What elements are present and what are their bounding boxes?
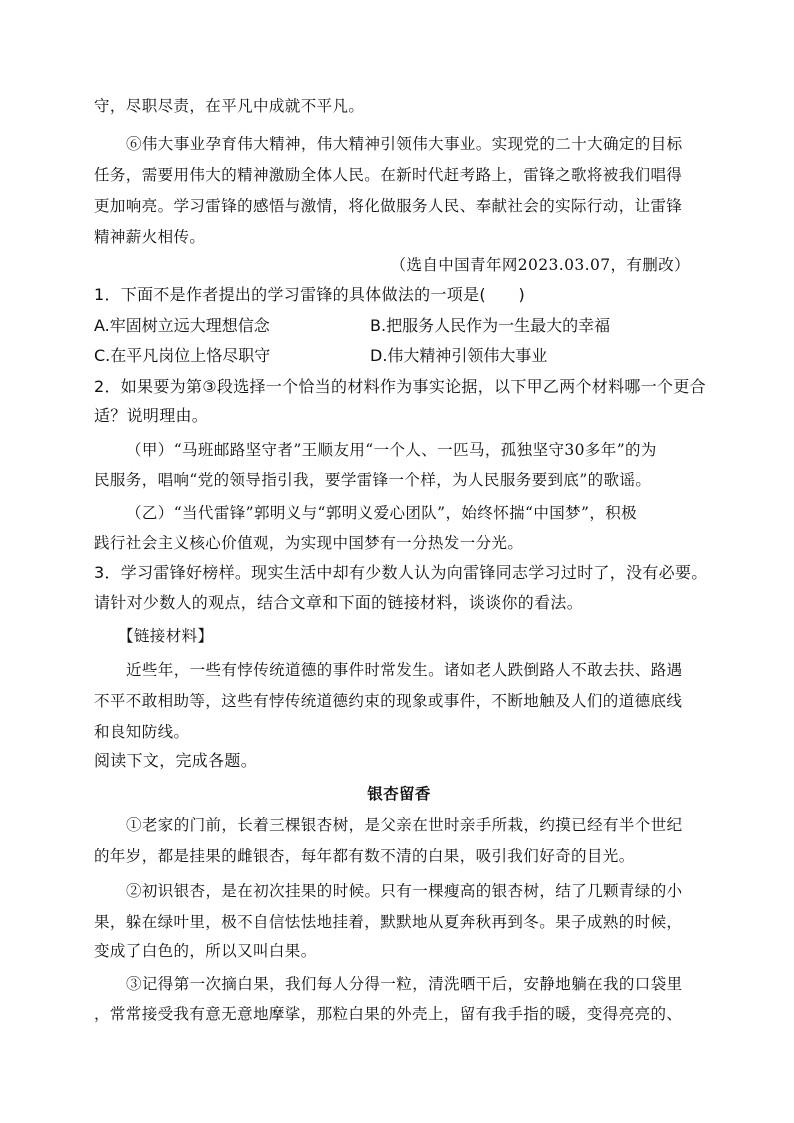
passage1-line: 更加响亮。学习雷锋的感悟与激情，将化做服务人民、奉献社会的实际行动，让雷锋 bbox=[94, 197, 683, 215]
passage2-line: ，常常接受我有意无意地摩挲，那粒白果的外壳上，留有我手指的暖，变得亮亮的、 bbox=[94, 1005, 683, 1023]
q1-option-c: C.在平凡岗位上恪尽职守 bbox=[94, 346, 271, 365]
question-1: 1．下面不是作者提出的学习雷锋的具体做法的一项是( ) bbox=[94, 285, 526, 304]
passage1-paragraph-6-line: ⑥伟大事业孕育伟大精神，伟大精神引领伟大事业。实现党的二十大确定的目标 bbox=[126, 135, 683, 153]
passage2-title: 银杏留香 bbox=[367, 784, 431, 803]
material-yi-line: 践行社会主义核心价值观，为实现中国梦有一分热发一分光。 bbox=[94, 534, 524, 552]
link-material-line: 近些年，一些有悖传统道德的事件时常发生。诸如老人跌倒路人不敢去扶、路遇 bbox=[126, 661, 683, 679]
passage2-line: 果，躲在绿叶里，极不自信怯怯地挂着，默默地从夏奔秋再到冬。果子成熟的时候， bbox=[94, 913, 683, 931]
passage1-source: （选自中国青年网2023.03.07，有删改） bbox=[390, 256, 690, 274]
question-3-line: 请针对少数人的观点，结合文章和下面的链接材料，谈谈你的看法。 bbox=[94, 593, 584, 612]
passage2-paragraph-2-line: ②初识银杏，是在初次挂果的时候。只有一棵瘦高的银杏树，结了几颗青绿的小 bbox=[126, 882, 683, 900]
passage1-line: 精神薪火相传。 bbox=[94, 228, 206, 246]
q1-option-d: D.伟大精神引领伟大事业 bbox=[370, 346, 548, 365]
material-jia-line: （甲）“马班邮路坚守者”王顺友用“一个人、一匹马，孤独坚守30多年”的为 bbox=[126, 441, 657, 459]
passage2-paragraph-3-line: ③记得第一次摘白果，我们每人分得一粒，清洗晒干后，安静地躺在我的口袋里 bbox=[126, 975, 683, 993]
passage2-line: 变成了白色的，所以又叫白果。 bbox=[94, 942, 317, 960]
passage1-line: 守，尽职尽责，在平凡中成就不平凡。 bbox=[94, 97, 365, 115]
passage2-line: 的年岁，都是挂果的雌银杏，每年都有数不清的白果，吸引我们好奇的目光。 bbox=[94, 847, 635, 865]
question-2-line: 适？说明理由。 bbox=[94, 406, 209, 425]
link-material-line: 不平不敢相助等，这些有悖传统道德约束的现象或事件，不断地触及人们的道德底线 bbox=[94, 692, 683, 710]
passage2-paragraph-1-line: ①老家的门前，长着三棵银杏树，是父亲在世时亲手所栽，约摸已经有半个世纪 bbox=[126, 816, 683, 834]
link-material-title: 【链接材料】 bbox=[118, 627, 214, 645]
question-3-line: 3．学习雷锋好榜样。现实生活中却有少数人认为向雷锋同志学习过时了，没有必要。 bbox=[94, 563, 708, 582]
passage1-line: 任务，需要用伟大的精神激励全体人民。在新时代赶考路上，雷锋之歌将被我们唱得 bbox=[94, 166, 683, 184]
material-jia-line: 民服务，唱响“党的领导指引我，要学雷锋一个样，为人民服务要到底”的歌谣。 bbox=[94, 471, 652, 489]
q1-option-b: B.把服务人民作为一生最大的幸福 bbox=[370, 316, 611, 335]
material-yi-line: （乙）“当代雷锋”郭明义与“郭明义爱心团队”，始终怀揣“中国梦”，积极 bbox=[126, 504, 638, 522]
reading-instruction: 阅读下文，完成各题。 bbox=[94, 751, 258, 770]
link-material-line: 和良知防线。 bbox=[94, 723, 190, 741]
q1-option-a: A.牢固树立远大理想信念 bbox=[94, 316, 270, 335]
question-2-line: 2．如果要为第③段选择一个恰当的材料作为事实论据，以下甲乙两个材料哪一个更合 bbox=[94, 377, 706, 396]
